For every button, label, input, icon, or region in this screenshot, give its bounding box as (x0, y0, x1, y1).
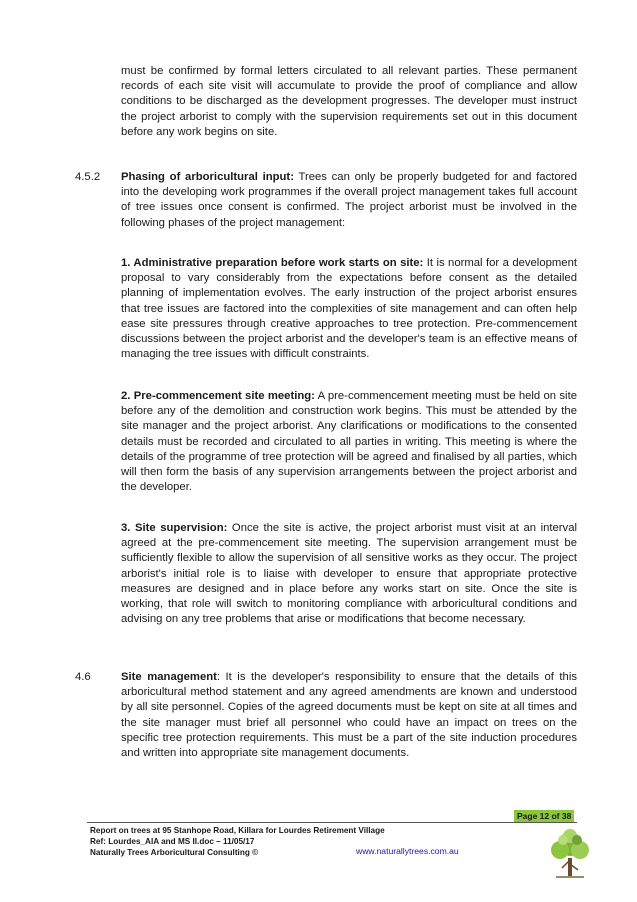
phase-3-title: 3. Site supervision: (121, 522, 228, 534)
phase-1-text: It is normal for a development proposal to vary considerably from the expectations before consent as the detailed planning of implementation evolves. The early instruction of the project arborist ensures that tree issues are factored into the complexities of site management and can often help ease site pressures through creative approaches to tree protection. Pre-commencement discussions between the project arborist and the developer's team is an effective means of managing the tree issues with difficult constraints. (121, 257, 578, 361)
footer-website-link[interactable]: www.naturallytrees.com.au (356, 846, 459, 856)
tree-logo-icon (548, 826, 592, 880)
page-number-badge: Page 12 of 38 (514, 810, 574, 823)
section-4-5-2-paragraph (121, 170, 577, 231)
phase-2-text: A pre-commencement meeting must be held on site before any of the demolition and construction work begins. This must be attended by the site manager and the project arborist. Any clarifications or modifications to the consented details must be recorded and circulated to all parties in writing. This meeting is where the details of the programme of tree protection will be agreed and finalised by all parties, which will then form the basis of any supervision arrangements between the project arborist and the developer. (121, 390, 577, 494)
section-number-4-5-2: 4.5.2 (75, 171, 101, 183)
footer-divider (87, 822, 577, 823)
section-4-6-title: Site management (121, 671, 217, 683)
intro-paragraph: must be confirmed by formal letters circulated to all relevant parties. These permanent records of each site visit will accumulate to provide the proof of compliance and allow conditions to be discharged as the development progresses. The developer must instruct the project arborist to comply with the supervision requirements set out in this document before any work begins on site. (121, 65, 577, 138)
footer-ref-line: Ref: Lourdes_AIA and MS II.doc – 11/05/17 (90, 837, 255, 846)
phase-3-text: Once the site is active, the project arborist must visit at an interval agreed at the pre-commencement site meeting. The supervision arrangement must be sufficiently flexible to allow the supervision of all sensitive works as they occur. The project arborist's initial role is to liaise with developer to ensure that appropriate protective measures are designed and in place before any works start on site. Once the site is working, that role will switch to monitoring compliance with arboricultural conditions and advising on any tree problems that arise or modifications that become necessary. (121, 522, 577, 626)
phase-2-paragraph (121, 389, 577, 495)
footer-report-line: Report on trees at 95 Stanhope Road, Killara for Lourdes Retirement Village (90, 826, 385, 835)
phase-1-paragraph (121, 256, 577, 362)
footer-company-line: Naturally Trees Arboricultural Consulting © (90, 848, 259, 857)
phase-3-paragraph (121, 521, 577, 627)
section-4-6-paragraph (121, 670, 577, 761)
phase-2-title: 2. Pre-commencement site meeting: (121, 390, 315, 402)
section-number-4-6: 4.6 (75, 671, 91, 683)
section-4-5-2-text: Trees can only be properly budgeted for and factored into the developing work programmes if the overall project management takes full account of tree issues once consent is confirmed. The project arborist must be involved in the following phases of the project management: (121, 171, 577, 229)
section-4-5-2-title: Phasing of arboricultural input: (121, 171, 294, 183)
phase-1-title: 1. Administrative preparation before work starts on site: (121, 257, 424, 269)
section-4-6-text: : It is the developer's responsibility to ensure that the details of this arboricultural method statement and any agreed amendments are known and understood by all site personnel. Copies of the agreed documents must be kept on site at all times and the site manager must brief all personnel who could have an impact on trees on the specific tree protection requirements. This must be a part of the site induction procedures and written into appropriate site management documents. (121, 671, 577, 760)
